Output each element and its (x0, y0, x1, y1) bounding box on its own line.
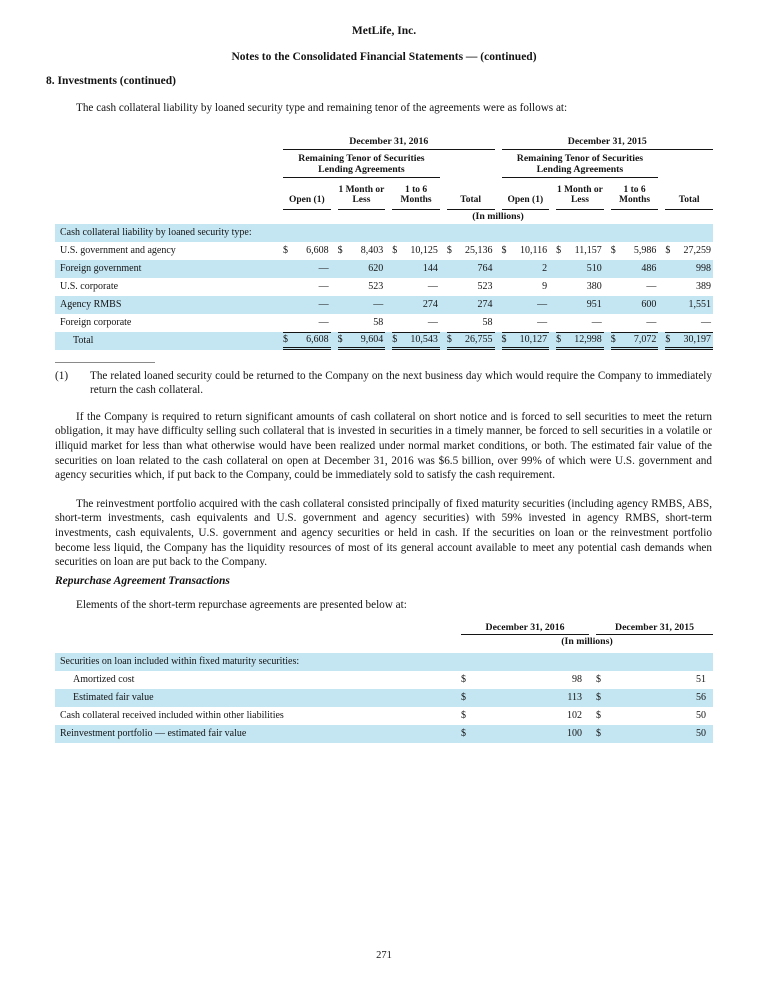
value-cell (461, 671, 589, 689)
cell-value: 27,259 (683, 244, 711, 256)
table-row (55, 725, 713, 743)
cell-value: 113 (567, 692, 582, 704)
table1-section-row (55, 224, 713, 242)
dollar-sign: $ (337, 333, 343, 345)
cell-value: 6,608 (306, 244, 329, 256)
units-label: (In millions) (472, 210, 524, 222)
value-cell (461, 707, 589, 725)
column-header: 1 to 6 Months (392, 181, 440, 210)
cell-value: — (373, 298, 384, 310)
cell-value: 951 (586, 298, 602, 310)
value-cell (665, 278, 713, 296)
dollar-sign: $ (610, 244, 616, 256)
value-cell (447, 260, 495, 278)
company-title: MetLife, Inc. (351, 25, 417, 37)
value-cell (283, 260, 331, 278)
year-2015-header: December 31, 2015 (502, 135, 714, 150)
table1-units-row (55, 210, 713, 224)
value-cell (556, 278, 604, 296)
cell-value: 100 (567, 728, 582, 740)
cell-value: 274 (422, 298, 438, 310)
table1-year-header-row (55, 134, 713, 150)
cell-value: 9,604 (360, 333, 384, 345)
units-label: (In millions) (561, 636, 613, 648)
paragraph-reinvestment: The reinvestment portfolio acquired with the cash collateral consisted principally of fixed maturity securities (including agency RMBS, ABS, short-term investments, cash equivalents and U.S. government and agency securities) with 59% invested in agency RMBS, short-term investments, cash equivalents, U.S. government and agency securities or held in cash. If the securities on loan or the reinvestment portfolio become less liquid, the Company has the liquidity resources of most of its general account available to meet any potential cash demands when securities on loan are put back to the Company. (55, 497, 712, 569)
cell-value: — (318, 316, 329, 328)
cell-value: 50 (696, 728, 706, 740)
paragraph-collateral-return: If the Company is required to return significant amounts of cash collateral on short notice and is forced to sell securities to meet the return obligation, it may have difficulty selling such collateral that is invested in securities in a timely manner, be forced to sell securities in a volatile or illiquid market for less than what otherwise would have been realized under normal market conditions, or both. The estimated fair value of the securities on loan related to the cash collateral on open at December 31, 2016 was $6.5 billion, over 99% of which were U.S. government and agency securities which, if put back to the Company, could be immediately sold to satisfy the cash requirement. (55, 410, 712, 482)
cell-value: 9 (542, 280, 548, 292)
row-label: U.S. government and agency (60, 244, 176, 256)
table-row (55, 707, 713, 725)
row-label: Foreign corporate (60, 316, 132, 328)
cell-value: 380 (586, 280, 602, 292)
row-label: Estimated fair value (73, 692, 154, 704)
cell-value: — (427, 316, 438, 328)
dollar-sign: $ (283, 333, 288, 345)
cell-value: 7,072 (633, 333, 657, 345)
section-row-label: Cash collateral liability by loaned security type: (60, 226, 252, 238)
row-label: Securities on loan included within fixed maturity securities: (60, 656, 300, 668)
dollar-sign: $ (556, 244, 562, 256)
cell-value: 2 (542, 262, 548, 274)
dollar-sign: $ (596, 710, 601, 722)
value-cell (283, 278, 331, 296)
value-cell (392, 242, 440, 260)
dollar-sign: $ (283, 244, 288, 256)
table-row (55, 671, 713, 689)
total-cell-inner (502, 332, 550, 350)
cell-value: — (591, 316, 602, 328)
value-cell (338, 332, 386, 350)
value-cell (283, 332, 331, 350)
cell-value: 620 (368, 262, 384, 274)
footnote-divider (55, 362, 155, 363)
cell-value: 50 (696, 710, 706, 722)
value-cell (665, 260, 713, 278)
column-header: Total (665, 181, 713, 210)
dollar-sign: $ (392, 244, 398, 256)
cell-value: — (646, 280, 657, 292)
value-cell (611, 242, 659, 260)
value-cell (447, 314, 495, 332)
cell-value: 25,136 (465, 244, 493, 256)
column-header: 1 to 6 Months (611, 181, 659, 210)
cell-value: 51 (696, 674, 706, 686)
paragraph-elements: Elements of the short-term repurchase agreements are presented below at: (76, 598, 407, 611)
dollar-sign: $ (461, 710, 466, 722)
footnote-marker: (1) (55, 369, 69, 382)
table-row (55, 260, 713, 278)
value-cell (611, 296, 659, 314)
cell-value: — (701, 316, 711, 328)
value-cell (596, 725, 713, 743)
cell-value: 12,998 (574, 333, 602, 345)
value-cell (283, 314, 331, 332)
cell-value: 6,608 (306, 333, 329, 345)
value-cell (611, 314, 659, 332)
value-cell (556, 260, 604, 278)
cell-value: 764 (477, 262, 493, 274)
cell-value: 600 (641, 298, 657, 310)
table1-column-header-row (55, 181, 713, 210)
value-cell (556, 332, 604, 350)
row-label: Reinvestment portfolio — estimated fair value (60, 728, 247, 740)
dollar-sign: $ (446, 333, 452, 345)
dollar-sign: $ (596, 674, 601, 686)
cell-value: 5,986 (633, 244, 657, 256)
dollar-sign: $ (665, 333, 671, 345)
cell-value: 56 (696, 692, 706, 704)
value-cell (556, 242, 604, 260)
value-cell (392, 260, 440, 278)
total-cell-inner (283, 332, 331, 350)
dollar-sign: $ (596, 728, 601, 740)
value-cell (392, 278, 440, 296)
value-cell (611, 260, 659, 278)
table-row (55, 653, 713, 671)
cell-value: — (427, 280, 438, 292)
document-subtitle: Notes to the Consolidated Financial Statements — (continued) (231, 51, 537, 63)
table-row (55, 278, 713, 296)
cell-value: 98 (572, 674, 582, 686)
value-cell (461, 725, 589, 743)
dollar-sign: $ (392, 333, 398, 345)
value-cell (338, 278, 386, 296)
table-row (55, 689, 713, 707)
footnote-text: The related loaned security could be returned to the Company on the next business day which would require the Company to immediately return the cash collateral. (90, 369, 712, 397)
value-cell (502, 296, 550, 314)
value-cell (502, 278, 550, 296)
value-cell (502, 314, 550, 332)
value-cell (596, 707, 713, 725)
cell-value: 11,157 (574, 244, 602, 256)
cell-value: 274 (477, 298, 493, 310)
cell-value: 523 (368, 280, 384, 292)
cell-value: — (318, 298, 329, 310)
subgroup-2015-header: Remaining Tenor of Securities Lending Agreements (502, 153, 659, 178)
row-label: Total (73, 334, 94, 346)
value-cell (502, 332, 550, 350)
dollar-sign: $ (337, 244, 343, 256)
value-cell (283, 296, 331, 314)
year-2016-header: December 31, 2016 (461, 621, 589, 635)
value-cell (338, 260, 386, 278)
dollar-sign: $ (501, 333, 507, 345)
spacer-cell (55, 181, 276, 210)
cell-value: 10,127 (519, 333, 548, 345)
column-header: Open (1) (502, 181, 550, 210)
table2-year-header-row (55, 620, 713, 635)
dollar-sign: $ (501, 244, 507, 256)
cash-collateral-table (55, 134, 713, 350)
cell-value: 10,543 (410, 333, 438, 345)
dollar-sign: $ (461, 692, 466, 704)
cell-value: — (318, 280, 329, 292)
cell-value: 26,755 (465, 333, 493, 345)
table2-units-row (55, 635, 713, 649)
value-cell (447, 332, 495, 350)
cell-value: 144 (422, 262, 438, 274)
dollar-sign: $ (446, 244, 452, 256)
value-cell (665, 242, 713, 260)
dollar-sign: $ (461, 674, 466, 686)
cell-value: 10,116 (519, 244, 548, 256)
table-row (55, 242, 713, 260)
column-header: 1 Month or Less (338, 181, 386, 210)
table2-body (55, 653, 713, 743)
value-cell (283, 242, 331, 260)
row-label: U.S. corporate (60, 280, 119, 292)
value-cell (596, 671, 713, 689)
cell-value: 1,551 (688, 298, 711, 310)
cell-value: — (537, 316, 548, 328)
table1-body (55, 242, 713, 350)
column-header: Open (1) (283, 181, 331, 210)
spacer-cell (55, 635, 454, 649)
value-cell (596, 689, 713, 707)
dollar-sign: $ (665, 244, 671, 256)
repurchase-table (55, 620, 713, 743)
value-cell (447, 296, 495, 314)
spacer-cell (55, 210, 276, 224)
value-cell (338, 242, 386, 260)
total-row (55, 332, 713, 350)
total-cell-inner (447, 332, 495, 350)
total-cell-inner (556, 332, 604, 350)
column-header: 1 Month or Less (556, 181, 604, 210)
cell-value: — (537, 298, 548, 310)
cell-value: 998 (696, 262, 711, 274)
value-cell (338, 314, 386, 332)
cell-value: 510 (586, 262, 602, 274)
value-cell (461, 689, 589, 707)
value-cell (392, 296, 440, 314)
year-2015-header: December 31, 2015 (596, 621, 713, 635)
row-label: Agency RMBS (60, 298, 122, 310)
value-cell (665, 314, 713, 332)
total-cell-inner (665, 332, 713, 350)
cell-value: 486 (641, 262, 657, 274)
page-number: 271 (376, 950, 392, 961)
value-cell (338, 296, 386, 314)
section-heading: 8. Investments (continued) (46, 75, 177, 87)
total-cell-inner (392, 332, 440, 350)
value-cell (392, 314, 440, 332)
cell-value: — (318, 262, 329, 274)
total-cell-inner (338, 332, 386, 350)
year-2016-header: December 31, 2016 (283, 135, 495, 150)
table-row (55, 296, 713, 314)
dollar-sign: $ (556, 333, 562, 345)
value-cell (556, 296, 604, 314)
row-label: Cash collateral received included within other liabilities (60, 710, 284, 722)
value-cell (392, 332, 440, 350)
value-cell (447, 242, 495, 260)
cell-value: 8,403 (360, 244, 384, 256)
value-cell (611, 278, 659, 296)
cell-value: — (646, 316, 657, 328)
cell-value: 10,125 (410, 244, 438, 256)
cell-value: 58 (373, 316, 384, 328)
cell-value: 58 (482, 316, 493, 328)
repurchase-heading: Repurchase Agreement Transactions (55, 574, 230, 587)
row-label: Foreign government (60, 262, 142, 274)
footnote-1 (55, 369, 712, 398)
total-cell-inner (611, 332, 659, 350)
cell-value: 389 (696, 280, 711, 292)
value-cell (502, 242, 550, 260)
cell-value: 30,197 (683, 333, 711, 345)
row-label: Amortized cost (73, 674, 135, 686)
table1-subgroup-header-row (55, 153, 713, 178)
dollar-sign: $ (610, 333, 616, 345)
dollar-sign: $ (596, 692, 601, 704)
value-cell (502, 260, 550, 278)
cell-value: 523 (477, 280, 493, 292)
value-cell (611, 332, 659, 350)
dollar-sign: $ (461, 728, 466, 740)
value-cell (665, 332, 713, 350)
subgroup-2016-header: Remaining Tenor of Securities Lending Agreements (283, 153, 440, 178)
intro-paragraph: The cash collateral liability by loaned security type and remaining tenor of the agreements were as follows at: (76, 102, 568, 114)
value-cell (665, 296, 713, 314)
column-header: Total (447, 181, 495, 210)
value-cell (556, 314, 604, 332)
table-row (55, 314, 713, 332)
value-cell (447, 278, 495, 296)
cell-value: 102 (567, 710, 582, 722)
